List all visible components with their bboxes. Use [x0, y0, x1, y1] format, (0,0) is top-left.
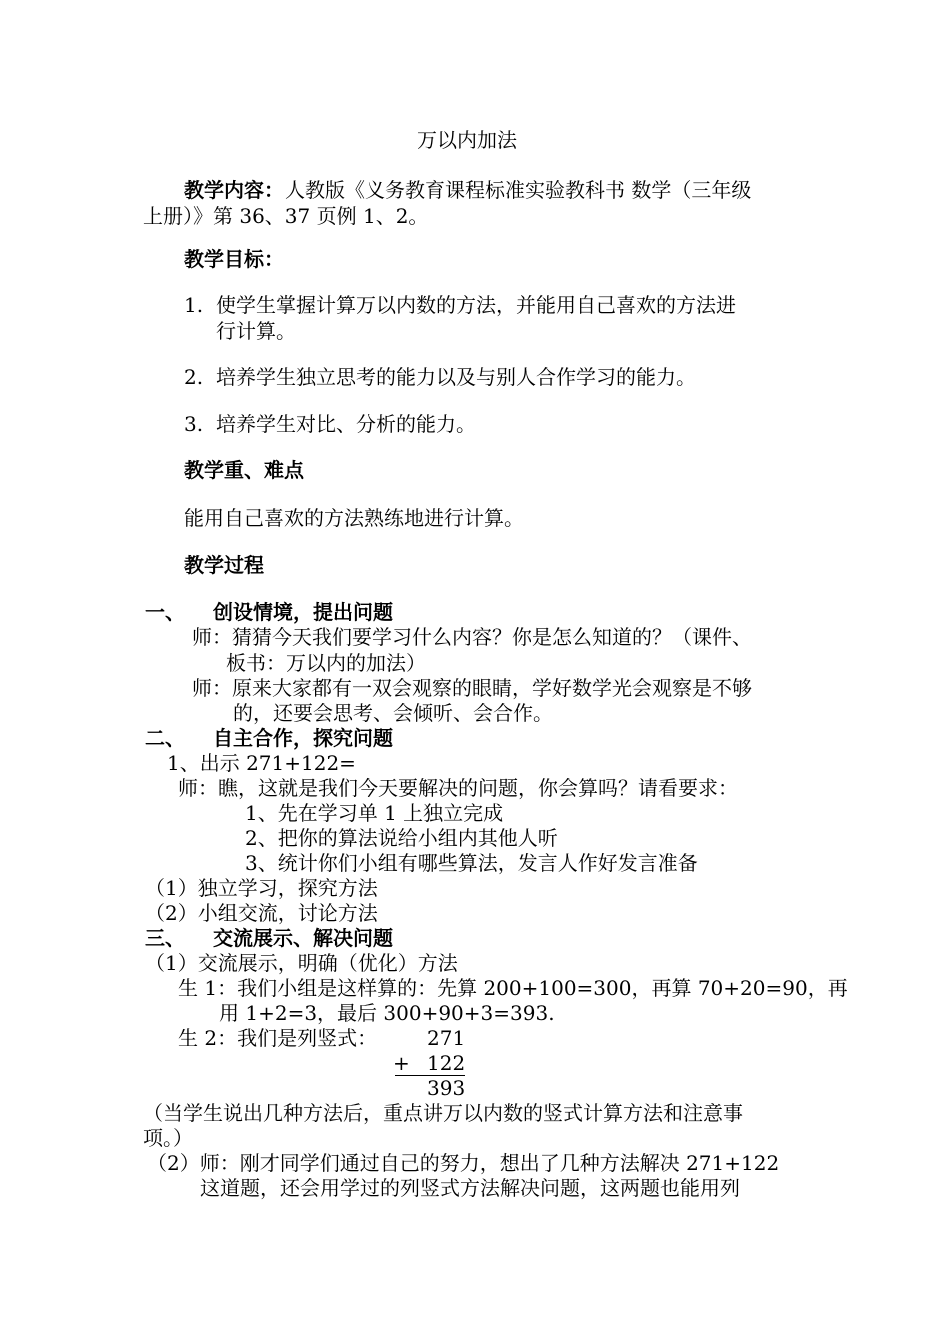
section-1-para1-line1: 师：猜猜今天我们要学习什么内容？你是怎么知道的？（课件、	[192, 625, 752, 649]
section-2-title: 自主合作，探究问题	[213, 726, 393, 750]
section-2-number: 二、	[145, 726, 185, 750]
objectives-heading: 教学目标：	[184, 247, 284, 271]
process-heading: 教学过程	[184, 553, 264, 577]
student-1-line2: 用 1+2=3，最后 300+90+3=393.	[219, 1001, 555, 1025]
content-label: 教学内容：	[184, 178, 284, 202]
section-1-title: 创设情境，提出问题	[213, 600, 393, 624]
requirement-1: 1、先在学习单 1 上独立完成	[245, 801, 504, 825]
section-3-title: 交流展示、解决问题	[213, 926, 393, 950]
requirement-3: 3、统计你们小组有哪些算法，发言人作好发言准备	[245, 851, 698, 875]
section-2-step-2: （2）小组交流，讨论方法	[145, 901, 378, 925]
requirement-2: 2、把你的算法说给小组内其他人听	[245, 826, 558, 850]
calc-result: 393	[427, 1076, 466, 1100]
note-line1: （当学生说出几种方法后，重点讲万以内数的竖式计算方法和注意事	[143, 1101, 743, 1125]
objective-3-text: 培养学生对比、分析的能力。	[216, 412, 476, 436]
page-title: 万以内加法	[417, 128, 517, 152]
objective-2-text: 培养学生独立思考的能力以及与别人合作学习的能力。	[216, 365, 696, 389]
section-3-number: 三、	[145, 926, 185, 950]
section-1-para2-line2: 的，还要会思考、会倾听、会合作。	[233, 701, 553, 725]
section-1-number: 一、	[145, 600, 185, 624]
section-1-para1-line2: 板书：万以内的加法）	[226, 651, 426, 675]
key-points-text: 能用自己喜欢的方法熟练地进行计算。	[184, 506, 524, 530]
calc-top-number: 271	[427, 1026, 466, 1050]
objective-1-number: 1.	[184, 293, 204, 317]
section-3-step-2-line2: 这道题，还会用学过的列竖式方法解决问题，这两题也能用列	[200, 1176, 740, 1200]
calc-second-number: 122	[427, 1051, 466, 1075]
content-text-line2: 上册）》第 36、37 页例 1、2。	[143, 204, 429, 228]
content-text-line1: 人教版《义务教育课程标准实验教科书 数学（三年级	[285, 178, 752, 202]
key-points-heading: 教学重、难点	[184, 458, 304, 482]
objective-3-number: 3.	[184, 412, 204, 436]
note-line2: 项。）	[143, 1126, 193, 1150]
section-2-step-1: （1）独立学习，探究方法	[145, 876, 378, 900]
objective-1-line1: 使学生掌握计算万以内数的方法，并能用自己喜欢的方法进	[216, 293, 736, 317]
objective-1-line2: 行计算。	[216, 319, 296, 343]
objective-2-number: 2.	[184, 365, 204, 389]
section-3-step-1: （1）交流展示，明确（优化）方法	[145, 951, 458, 975]
section-3-step-2-line1: （2）师：刚才同学们通过自己的努力，想出了几种方法解决 271+122	[147, 1151, 780, 1175]
calc-plus-sign: +	[393, 1051, 410, 1075]
section-1-para2-line1: 师：原来大家都有一双会观察的眼睛，学好数学光会观察是不够	[192, 676, 752, 700]
student-1-line1: 生 1：我们小组是这样算的：先算 200+100=300，再算 70+20=90，再	[178, 976, 848, 1000]
student-2-label: 生 2：我们是列竖式：	[178, 1026, 378, 1050]
section-2-teacher: 师：瞧，这就是我们今天要解决的问题，你会算吗？请看要求：	[178, 776, 738, 800]
section-2-show: 1、出示 271+122=	[167, 751, 356, 775]
